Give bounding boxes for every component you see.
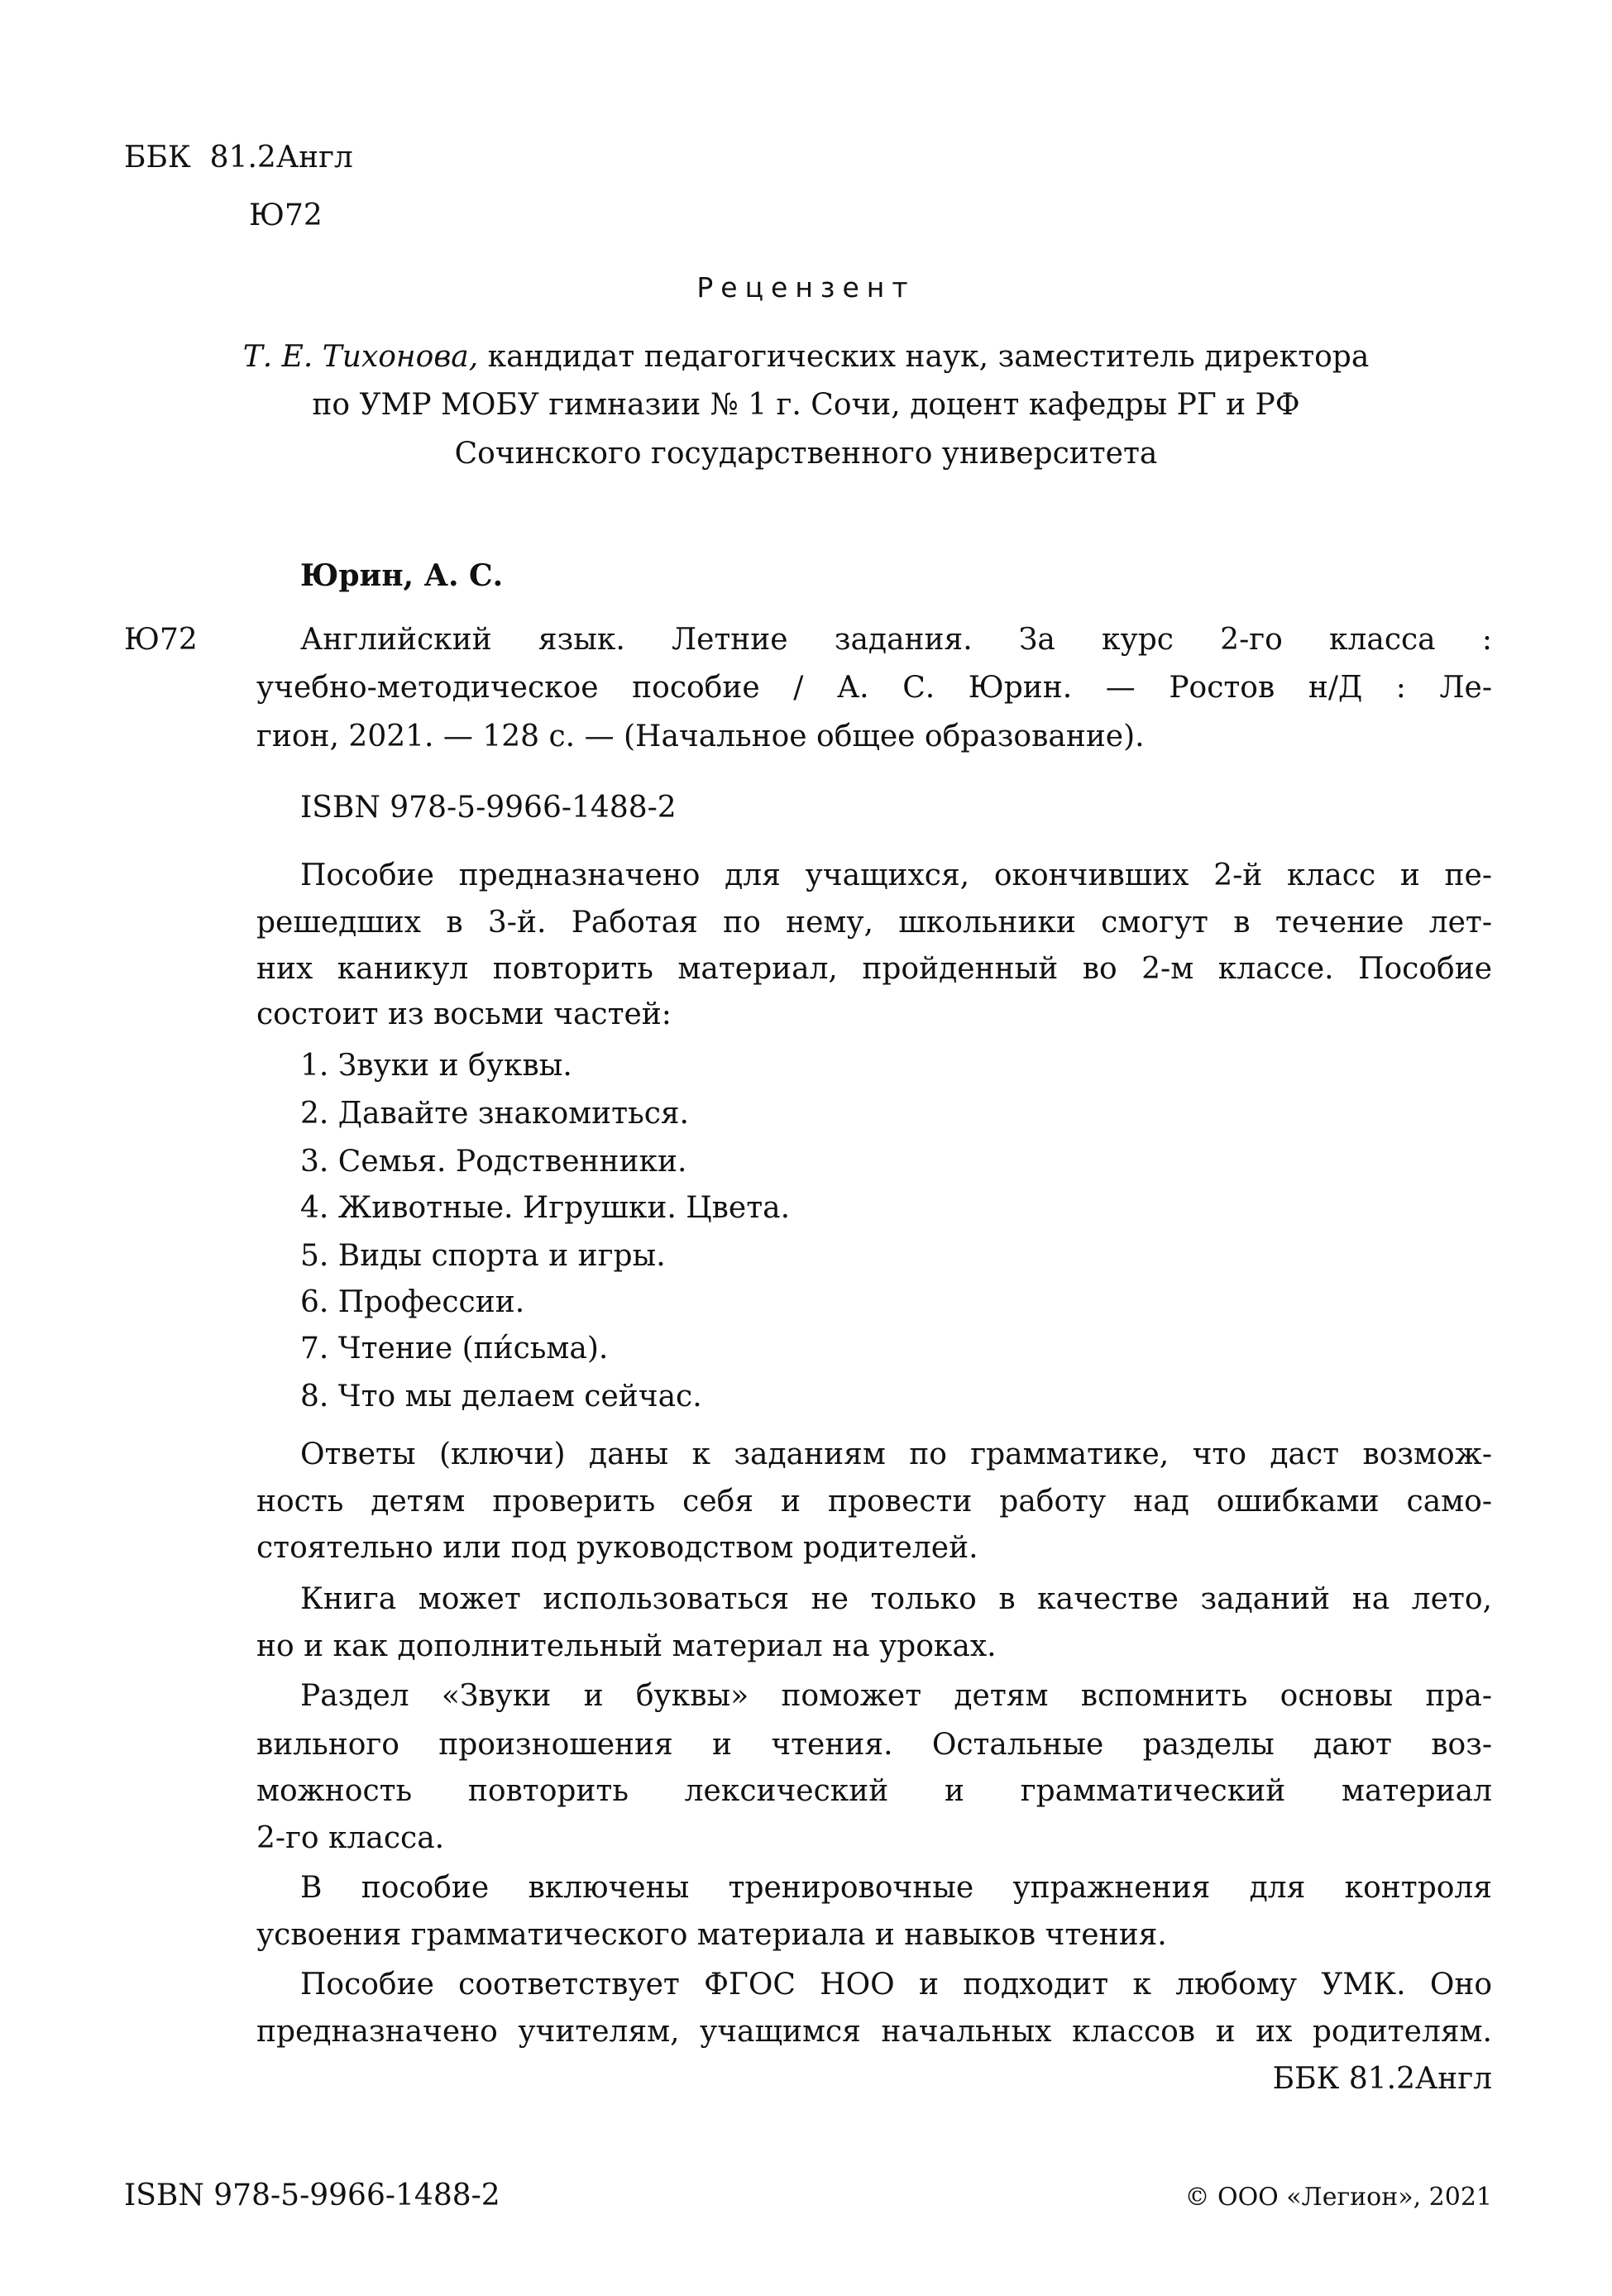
annotation-line: усвоения грамматического материала и навыков чтения. [256,1918,1167,1952]
footer-copyright: © ООО «Легион», 2021 [1184,2183,1492,2212]
part-item: 4. Животные. Игрушки. Цвета. [300,1191,791,1225]
footer-isbn: ISBN 978-5-9966-1488-2 [124,2179,500,2212]
annotation-bbk: ББК 81.2Англ [1272,2062,1492,2096]
annotation-line: 2-го класса. [256,1821,445,1855]
record-author: Юрин, А. С. [300,558,504,593]
part-item: 2. Давайте знакомиться. [300,1097,690,1131]
part-item: 3. Семья. Родственники. [300,1145,687,1179]
reviewer-line-3: Сочинского государственного университета [454,437,1158,471]
annotation-line: Пособие соответствует ФГОС НОО и подходит к любому УМК. Оно [300,1968,1492,2002]
annotation-line: стоятельно или под руководством родителей. [256,1531,978,1565]
annotation-line: решедших в 3-й. Работая по нему, школьники смогут в течение лет- [256,906,1492,940]
reviewer-heading: Рецензент [696,271,916,304]
bbk-code: ББК 81.2Англ [124,141,353,175]
annotation-line: Книга может использоваться не только в качестве заданий на лето, [300,1582,1492,1616]
part-item: 7. Чтение (пи́сьма). [300,1332,609,1366]
part-item: 1. Звуки и буквы. [300,1049,572,1083]
annotation-line: них каникул повторить материал, пройденный во 2-м классе. Пособие [256,952,1492,986]
record-line: гион, 2021. — 128 с. — (Начальное общее образование). [256,720,1145,753]
reviewer-title: кандидат педагогических наук, заместитель директора [478,340,1370,374]
annotation-line: Пособие предназначено для учащихся, окончивших 2-й класс и пе- [300,859,1492,892]
annotation-line: Раздел «Звуки и буквы» поможет детям вспомнить основы пра- [300,1679,1492,1713]
annotation-line: состоит из восьми частей: [256,997,672,1031]
author-code: Ю72 [249,199,323,232]
annotation-line: можность повторить лексический и грамматический материал [256,1774,1492,1808]
annotation-line: но и как дополнительный материал на уроках. [256,1629,997,1663]
annotation-line: Ответы (ключи) даны к заданиям по грамматике, что даст возмож- [300,1437,1492,1471]
record-line: учебно-методическое пособие / А. С. Юрин. — Ростов н/Д : Ле- [256,671,1492,705]
reviewer-name: Т. Е. Тихонова, [242,340,479,374]
annotation-line: вильного произношения и чтения. Остальные разделы дают воз- [256,1728,1492,1762]
annotation-line: В пособие включены тренировочные упражнения для контроля [300,1871,1492,1905]
record-code: Ю72 [124,623,198,657]
part-item: 6. Профессии. [300,1285,525,1319]
reviewer-line-1 [0,333,1612,380]
part-item: 5. Виды спорта и игры. [300,1239,666,1273]
annotation-line: предназначено учителям, учащимся начальных классов и их родителям. [256,2015,1492,2049]
part-item: 8. Что мы делаем сейчас. [300,1380,702,1413]
record-line: Английский язык. Летние задания. За курс 2-го класса : [300,623,1492,657]
record-isbn: ISBN 978-5-9966-1488-2 [300,791,677,825]
annotation-line: ность детям проверить себя и провести работу над ошибками само- [256,1485,1492,1519]
reviewer-line-2: по УМР МОБУ гимназии № 1 г. Сочи, доцент кафедры РГ и РФ [312,388,1300,422]
